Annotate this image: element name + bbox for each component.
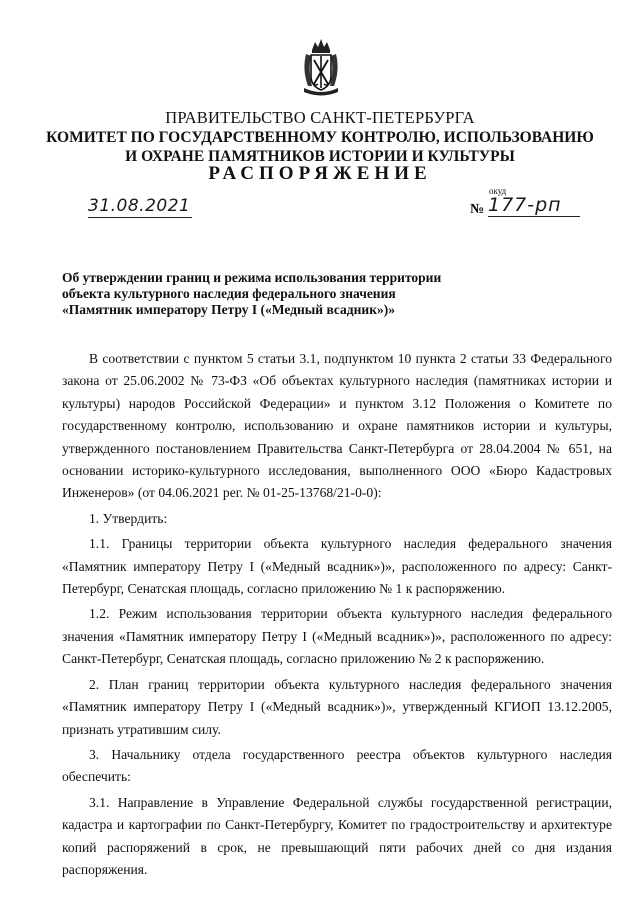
committee-name xyxy=(0,128,640,166)
number-sign: № xyxy=(470,202,485,217)
committee-name-line1: КОМИТЕТ ПО ГОСУДАРСТВЕННОМУ КОНТРОЛЮ, ИСПОЛЬЗОВАНИЮ xyxy=(46,129,594,146)
item-1-2: 1.2. Режим использования территории объекта культурного наследия федерального значения «Памятник императору Петру I («Медный всадник»)», расположенного по адресу: Санкт-Петербург, Сенатская площадь, согласно приложению № 2 к распоряжению. xyxy=(62,606,612,667)
item-3-1: 3.1. Направление в Управление Федеральной службы государственной регистрации, кадастра и картографии по Санкт-Петербургу, Комитет по градостроительству и архитектуре копий распоряжений в срок, не превышающий пяти рабочих дней со дня издания распоряжения. xyxy=(62,794,612,877)
item-1-1: 1.1. Границы территории объекта культурного наследия федерального значения «Памятник императору Петру I («Медный всадник»)», расположенного по адресу: Санкт-Петербург, Сенатская площадь, согласно приложению № 1 к распоряжению. xyxy=(62,536,612,597)
okud-label: окуд xyxy=(489,186,507,196)
subject-line1: Об утверждении границ и режима использования территории xyxy=(62,270,442,285)
document-number: 177-рп xyxy=(488,194,580,217)
document-body xyxy=(62,348,612,881)
preamble-paragraph: В соответствии с пунктом 5 статьи 3.1, подпунктом 10 пункта 2 статьи 33 Федерального закона от 25.06.2002 № 73-ФЗ «Об объектах культурного наследия (памятниках истории и культуры) народов Российской Федерации» и пунктом 3.12 Положения о Комитете по государственному контролю, использованию и охране памятников истории и культуры, утвержденного постановлением Правительства Санкт-Петербурга от 28.04.2004 № 651, на основании историко-культурного исследования, выполненного ООО «Бюро Кадастровых Инженеров» (от 04.06.2021 рег. № 01-25-13768/21-0-0): xyxy=(62,351,612,501)
document-date: 31.08.2021 xyxy=(88,196,191,216)
document-subject xyxy=(62,270,482,318)
government-name: ПРАВИТЕЛЬСТВО САНКТ-ПЕТЕРБУРГА xyxy=(165,108,475,127)
committee-name-line2: И ОХРАНЕ ПАМЯТНИКОВ ИСТОРИИ И КУЛЬТУРЫ xyxy=(125,148,515,165)
coat-of-arms-icon xyxy=(298,36,344,98)
item-1: 1. Утвердить: xyxy=(89,510,168,526)
item-3: 3. Начальнику отдела государственного реестра объектов культурного наследия обеспечить: xyxy=(62,746,612,785)
subject-line3: «Памятник императору Петру I («Медный всадник»)» xyxy=(62,302,395,317)
subject-line2: объекта культурного наследия федерального значения xyxy=(62,286,396,301)
item-2: 2. План границ территории объекта культурного наследия федерального значения «Памятник императору Петру I («Медный всадник»)», утвержденный КГИОП 13.12.2005, признать утратившим силу. xyxy=(62,676,612,737)
document-type: РАСПОРЯЖЕНИЕ xyxy=(208,163,432,184)
